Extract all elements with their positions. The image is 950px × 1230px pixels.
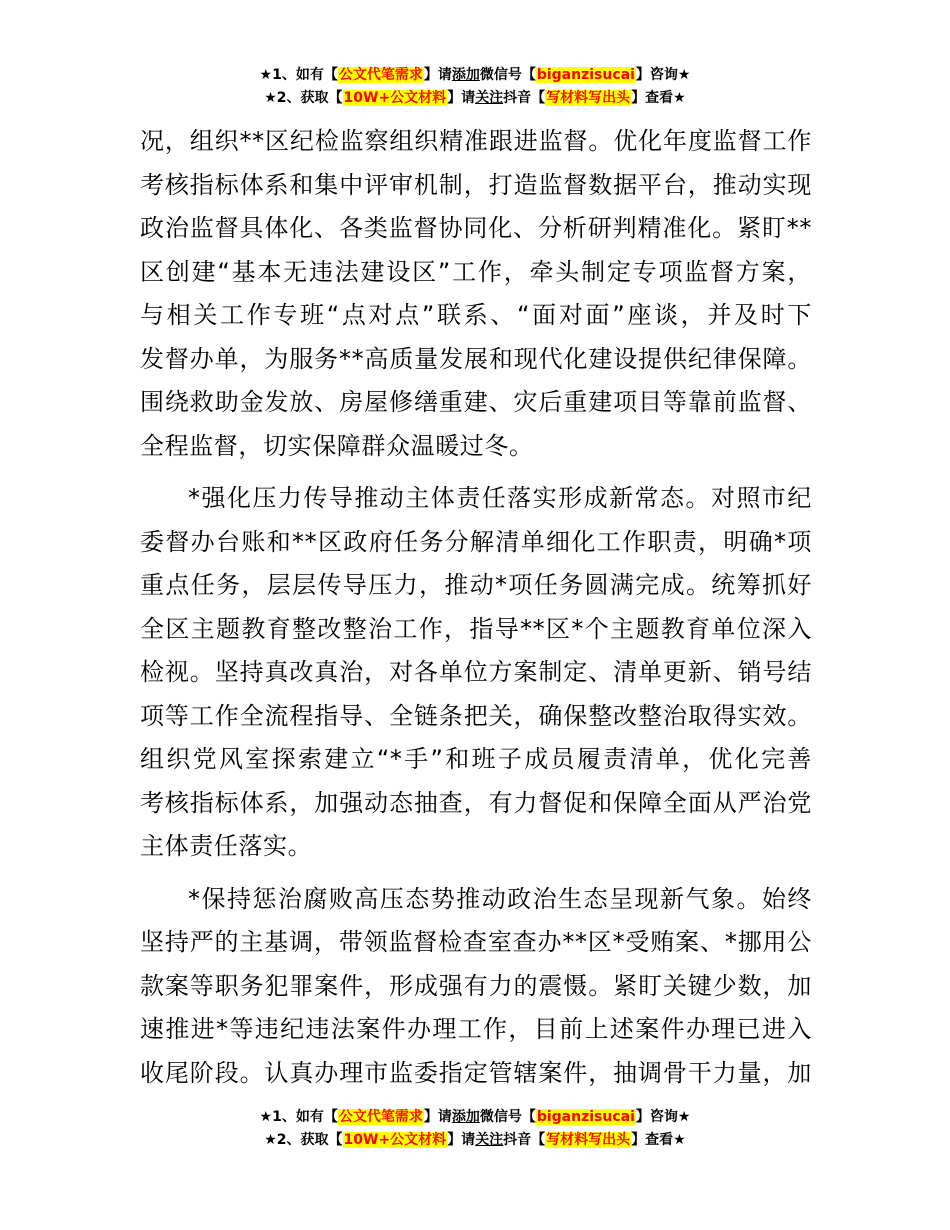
banner-highlight: biganzisucai: [536, 1109, 635, 1125]
banner-text: 抖音【: [503, 90, 546, 106]
text-line: 区创建“基本无违法建设区”工作，牵头制定专项监督方案，: [140, 257, 812, 286]
banner-text: 微信号【: [479, 67, 536, 83]
banner-text: 】查看★: [631, 1132, 686, 1148]
text-line: 检视。坚持真改真治，对各单位方案制定、清单更新、销号结: [140, 658, 812, 686]
text-line: 全程监督，切实保障群众温暖过冬。: [140, 431, 534, 460]
banner-highlight: 写材料写出头: [546, 90, 631, 106]
banner-text: ★1、如有【: [259, 67, 338, 83]
banner-highlight: 10W+公文材料: [343, 90, 447, 106]
text-line: 考核指标体系，加强动态抽查，有力督促和保障全面从严治党: [140, 788, 812, 817]
footer-banner: [0, 1106, 950, 1152]
paragraph-2: [140, 477, 812, 869]
text-line: *强化压力传导推动主体责任落实形成新常态。对照市纪: [188, 484, 812, 512]
text-line: 项等工作全流程指导、全链条把关，确保整改整治取得实效。: [140, 701, 812, 730]
document-body: [140, 120, 812, 1095]
banner-line-1: [0, 64, 950, 87]
banner-line-2: [0, 87, 950, 110]
text-line: 重点任务，层层传导压力，推动*项任务圆满完成。统筹抓好: [140, 571, 812, 599]
text-line: 款案等职务犯罪案件，形成强有力的震慑。紧盯关键少数，加: [140, 971, 812, 1000]
header-banner: [0, 64, 950, 110]
banner-underline: 添加: [451, 1109, 480, 1125]
text-line: 况，组织**区纪检监察组织精准跟进监督。优化年度监督工作: [140, 127, 812, 155]
banner-text: ★2、获取【: [264, 90, 343, 106]
paragraph-1: [140, 120, 812, 468]
text-line: 收尾阶段。认真办理市监委指定管辖案件，抽调骨干力量，加: [140, 1058, 812, 1087]
text-line: 与相关工作专班“点对点”联系、“面对面”座谈，并及时下: [140, 301, 812, 329]
text-line: 主体责任落实。: [140, 832, 313, 860]
banner-text: 微信号【: [479, 1109, 536, 1125]
text-line: 围绕救助金发放、房屋修缮重建、灾后重建项目等靠前监督、: [140, 388, 812, 416]
banner-text: 】查看★: [631, 90, 686, 106]
banner-line-1: [0, 1106, 950, 1129]
banner-text: 】请: [423, 67, 452, 83]
banner-highlight: 公文代笔需求: [338, 1109, 423, 1125]
text-line: 组织党风室探索建立“*手”和班子成员履责清单，优化完善: [140, 745, 812, 773]
text-line: *保持惩治腐败高压态势推动政治生态呈现新气象。始终: [188, 884, 812, 913]
banner-text: ★1、如有【: [259, 1109, 338, 1125]
banner-underline: 关注: [475, 90, 504, 106]
banner-text: 】请: [447, 90, 476, 106]
banner-underline: 关注: [475, 1132, 504, 1148]
banner-underline: 添加: [451, 67, 480, 83]
banner-text: 】咨询★: [635, 1109, 691, 1125]
text-line: 全区主题教育整改整治工作，指导**区*个主题教育单位深入: [140, 614, 812, 643]
text-line: 坚持严的主基调，带领监督检查室查办**区*受贿案、*挪用公: [140, 928, 812, 956]
banner-text: ★2、获取【: [264, 1132, 343, 1148]
banner-line-2: [0, 1129, 950, 1152]
text-line: 政治监督具体化、各类监督协同化、分析研判精准化。紧盯**: [140, 214, 812, 242]
paragraph-3: [140, 878, 812, 1096]
text-line: 委督办台账和**区政府任务分解清单细化工作职责，明确*项: [140, 527, 812, 556]
banner-highlight: 写材料写出头: [546, 1132, 631, 1148]
banner-highlight: biganzisucai: [536, 67, 635, 83]
banner-text: 】请: [423, 1109, 452, 1125]
banner-highlight: 10W+公文材料: [343, 1132, 447, 1148]
text-line: 考核指标体系和集中评审机制，打造监督数据平台，推动实现: [140, 170, 812, 199]
text-line: 发督办单，为服务**高质量发展和现代化建设提供纪律保障。: [140, 344, 812, 373]
banner-text: 抖音【: [503, 1132, 546, 1148]
text-line: 速推进*等违纪违法案件办理工作，目前上述案件办理已进入: [140, 1015, 812, 1043]
banner-text: 】请: [447, 1132, 476, 1148]
banner-text: 】咨询★: [635, 67, 691, 83]
banner-highlight: 公文代笔需求: [338, 67, 423, 83]
